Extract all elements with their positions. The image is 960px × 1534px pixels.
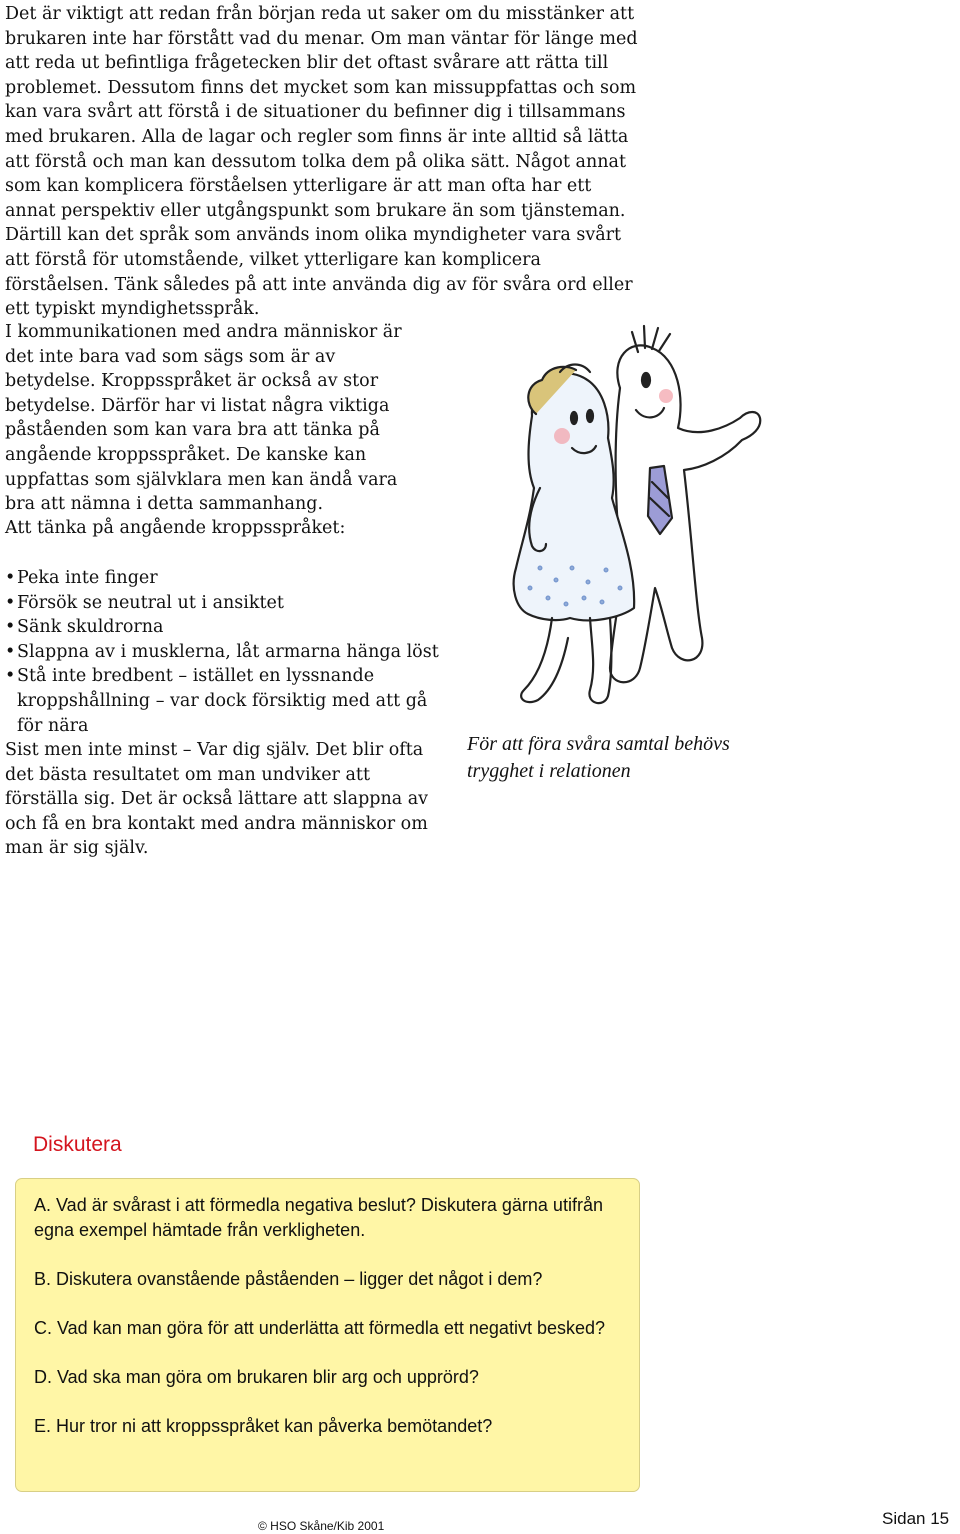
discuss-heading: Diskutera bbox=[33, 1133, 122, 1156]
couple-illustration bbox=[440, 318, 770, 728]
question-d: D. Vad ska man göra om brukaren blir arg och upprörd? bbox=[34, 1366, 479, 1387]
question-b: B. Diskutera ovanstående påståenden – ligger det något i dem? bbox=[34, 1268, 543, 1289]
list-item: • Slappna av i musklerna, låt armarna hänga löst bbox=[5, 640, 445, 665]
tips-heading: Att tänka på angående kroppsspråket: bbox=[5, 518, 346, 538]
intro-paragraph: Det är viktigt att redan från början reda ut saker om du misstänker att brukaren inte har förstått vad du menar. Om man väntar för länge med att reda ut befintliga frågetecken blir det oftast svårare att rätta till problemet. Dessutom finns det mycket som kan missuppfattas och som kan vara svårt att förstå i de situationer du befinner dig i tillsammans med brukaren. Alla de lagar och regler som finns är inte alltid så lätta att förstå och man kan dessutom tolka dem på olika sätt. Något annat som kan komplicera förståelsen ytterligare är att man ofta har ett annat perspektiv eller utgångspunkt som brukare än som tjänsteman. Därtill kan det språk som används inom olika myndigheter vara svårt att förstå för utomstående, vilket ytterligare kan komplicera förståelsen. Tänk således på att inte använda dig av för svåra ord eller ett typiskt myndighetsspråk. bbox=[5, 4, 638, 320]
question-e: E. Hur tror ni att kroppsspråket kan påverka bemötandet? bbox=[34, 1415, 493, 1436]
question-c: C. Vad kan man göra för att underlätta att förmedla ett negativt besked? bbox=[34, 1317, 605, 1338]
question-a: A. Vad är svårast i att förmedla negativa beslut? Diskutera gärna utifrån egna exempel hämtade från verkligheten. bbox=[34, 1195, 603, 1240]
list-item: • Sänk skuldrorna bbox=[5, 615, 445, 640]
list-item: • Försök se neutral ut i ansiktet bbox=[5, 591, 445, 616]
discussion-box bbox=[15, 1178, 640, 1492]
closing-paragraph: Sist men inte minst – Var dig själv. Det blir ofta det bästa resultatet om man undviker att förställa sig. Det är också lättare att slappna av och få en bra kontakt med andra människor om man är sig själv. bbox=[5, 740, 429, 859]
body-language-paragraph: I kommunikationen med andra människor är det inte bara vad som sägs som är av betydelse. Kroppsspråket är också av stor betydelse. Därför har vi listat några viktiga påståenden som kan vara bra att tänka på angående kroppsspråket. De kanske kan uppfattas som självklara men kan ändå vara bra att nämna i detta sammanhang. bbox=[5, 322, 402, 515]
illustration-caption: För att föra svåra samtal behövs trygghet i relationen bbox=[467, 733, 730, 782]
list-item: • Stå inte bredbent – istället en lyssnande kroppshållning – var dock försiktig med att gå för nära bbox=[5, 664, 445, 738]
page-number: Sidan 15 bbox=[882, 1509, 950, 1528]
list-item: • Peka inte finger bbox=[5, 566, 445, 591]
tips-list bbox=[5, 566, 445, 738]
footer-copyright: © HSO Skåne/Kib 2001 bbox=[258, 1519, 385, 1533]
